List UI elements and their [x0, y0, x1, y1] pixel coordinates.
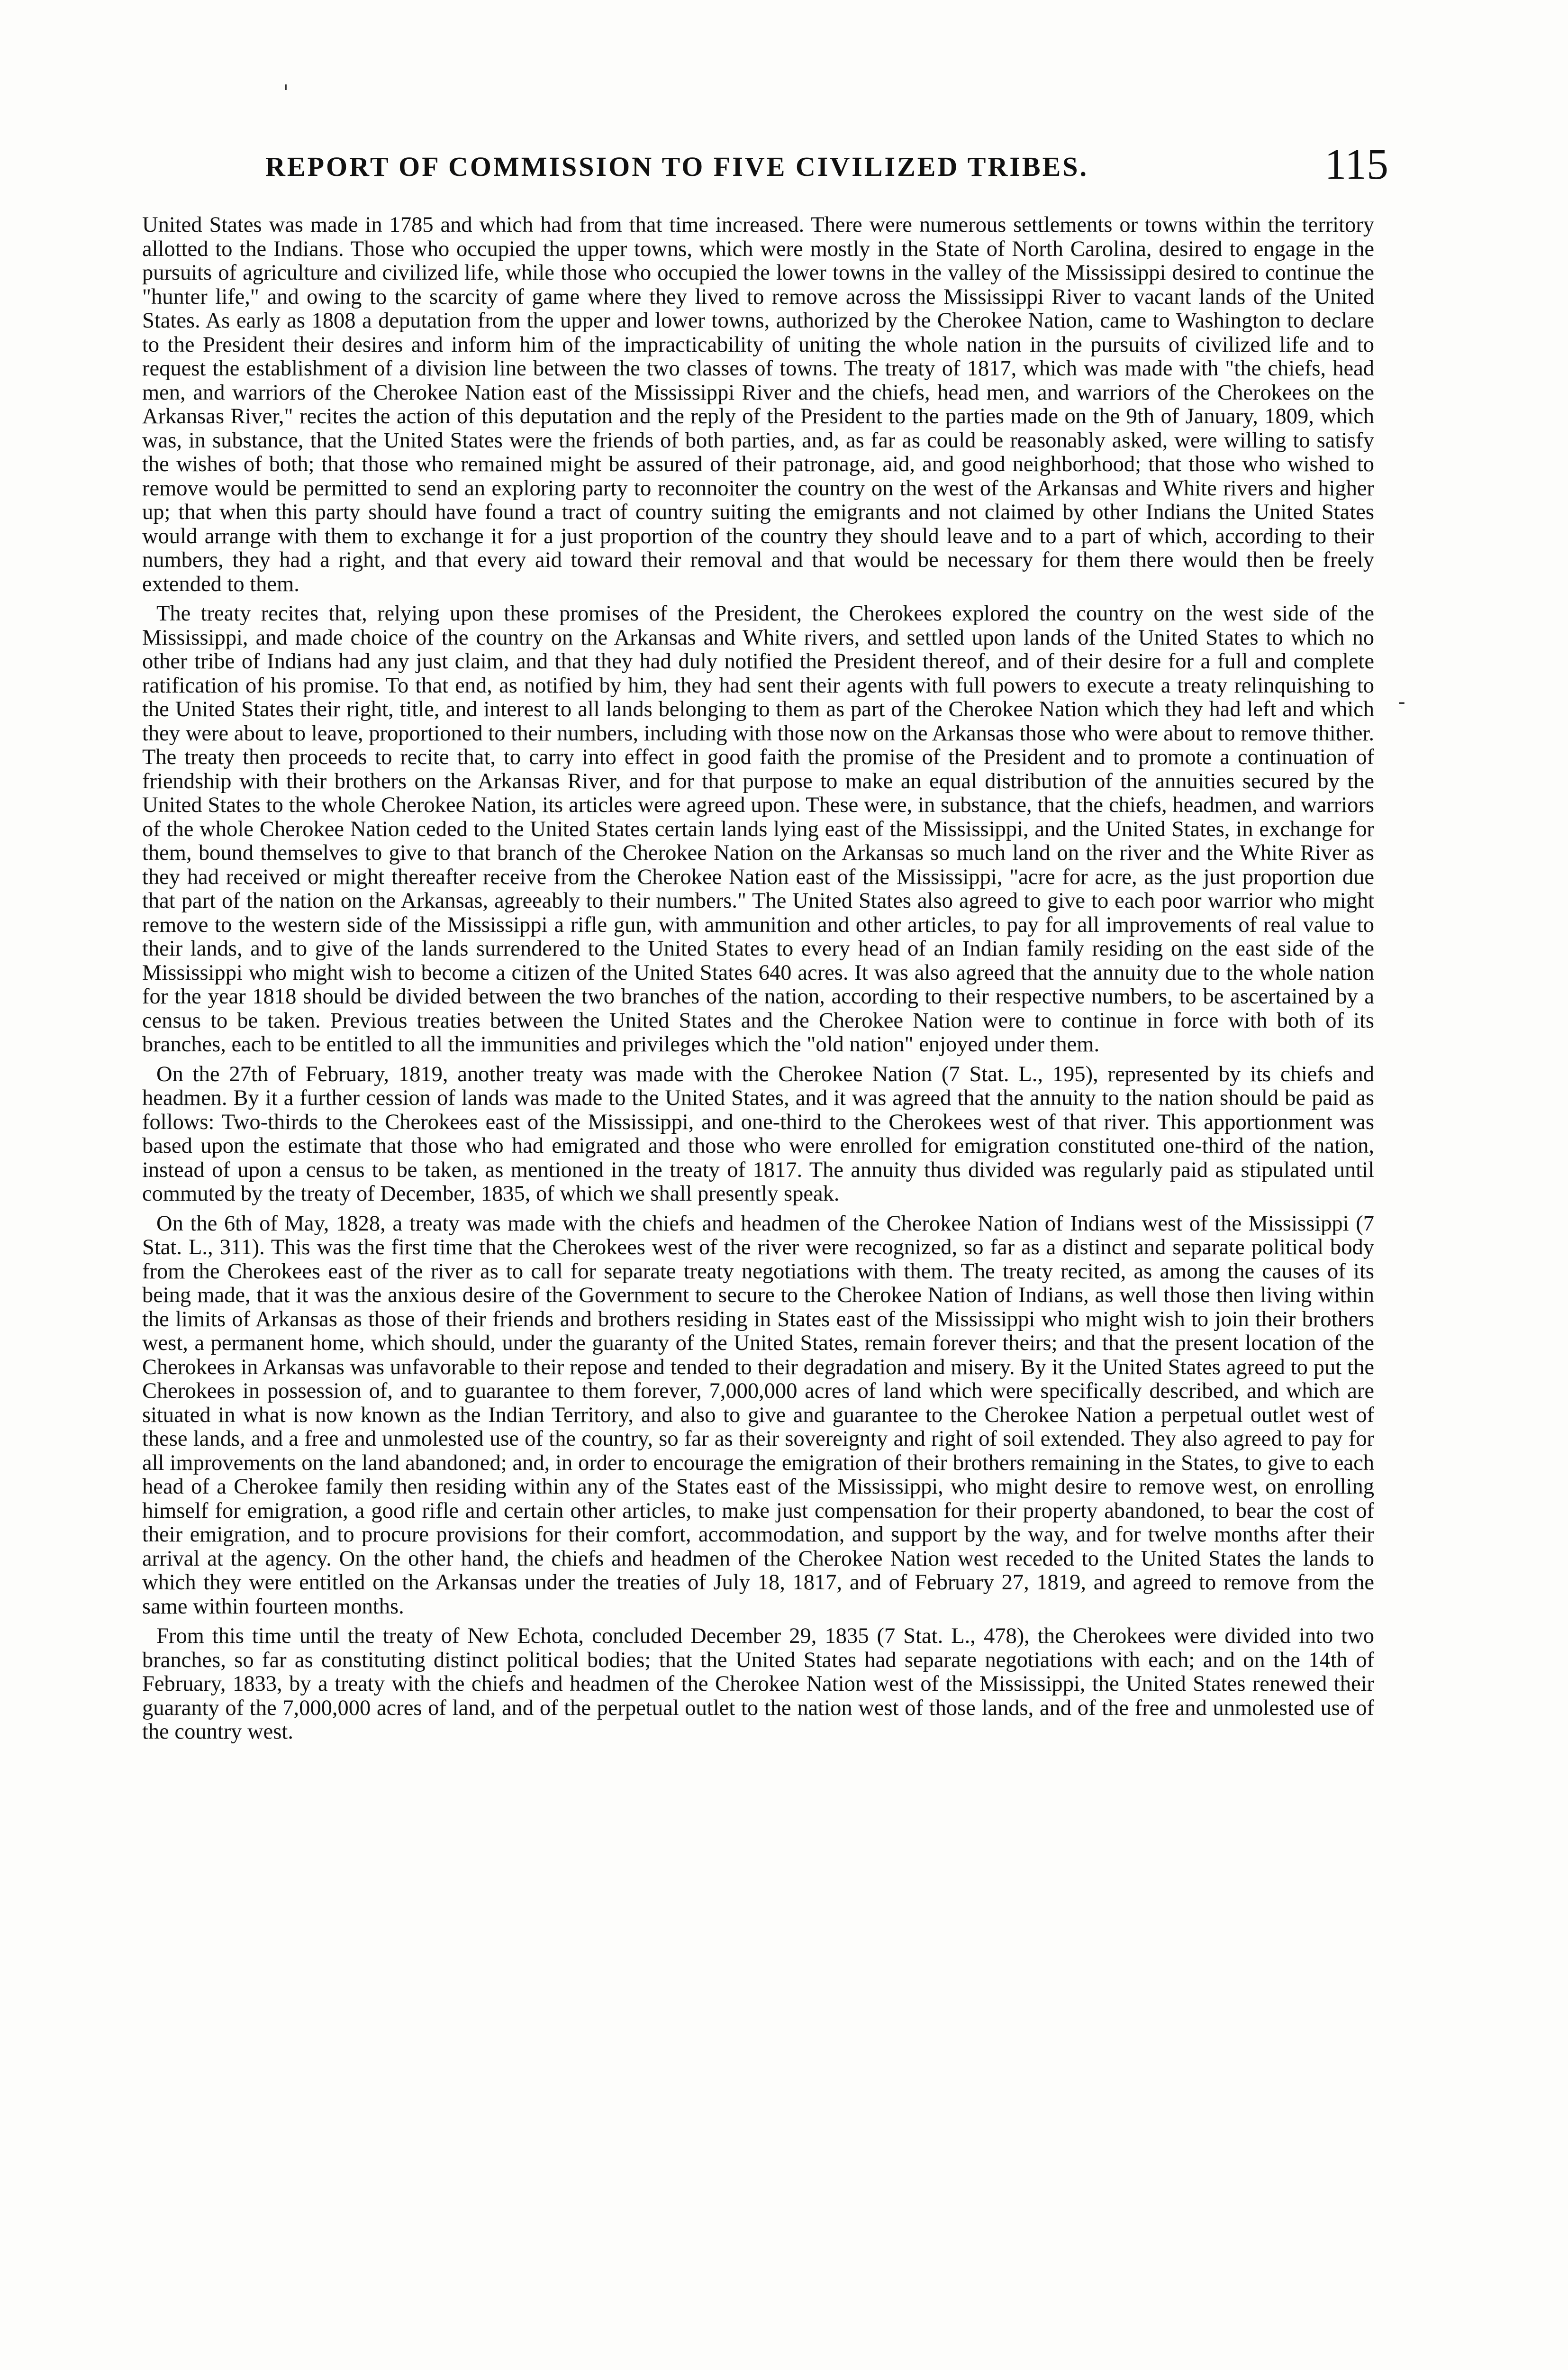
stray-mark-top: ': [283, 81, 289, 105]
running-title: REPORT OF COMMISSION TO FIVE CIVILIZED TRIBES.: [265, 151, 1089, 182]
paragraph-1: United States was made in 1785 and which had from that time increased. There were numerous settlements or towns within the territory allotted to the Indians. Those who occupied the upper towns, which were mostly in the State of North Carolina, desired to engage in the pursuits of agriculture and civilized life, while those who occupied the lower towns in the valley of the Mississippi desired to continue the "hunter life," and owing to the scarcity of game where they lived to remove across the Mississippi River to vacant lands of the United States. As early as 1808 a deputation from the upper and lower towns, authorized by the Cherokee Nation, came to Washington to declare to the President their desires and inform him of the impracticability of uniting the whole nation in the pursuits of civilized life and to request the establishment of a division line between the two classes of towns. The treaty of 1817, which was made with "the chiefs, head men, and warriors of the Cherokee Nation east of the Mississippi River and the chiefs, head men, and warriors of the Cherokees on the Arkansas River," recites the action of this deputation and the reply of the President to the parties made on the 9th of January, 1809, which was, in substance, that the United States were the friends of both parties, and, as far as could be reasonably asked, were willing to satisfy the wishes of both; that those who remained might be assured of their patronage, aid, and good neighborhood; that those who wished to remove would be permitted to send an exploring party to reconnoiter the country on the west of the Arkansas and White rivers and higher up; that when this party should have found a tract of country suiting the emigrants and not claimed by other Indians the United States would arrange with them to exchange it for a just proportion of the country they should leave and to a part of which, according to their numbers, they had a right, and that every aid toward their removal and that would be necessary for them there would then be freely extended to them.: [142, 213, 1374, 596]
body-text: [142, 213, 1374, 1744]
paragraph-2: The treaty recites that, relying upon these promises of the President, the Cherokees explored the country on the west side of the Mississippi, and made choice of the country on the Arkansas and White rivers, and settled upon lands of the United States to which no other tribe of Indians had any just claim, and that they had duly notified the President thereof, and of their desire for a full and complete ratification of his promise. To that end, as notified by him, they had sent their agents with full powers to execute a treaty relinquishing to the United States their right, title, and interest to all lands belonging to them as part of the Cherokee Nation which they had left and which they were about to leave, proportioned to their numbers, including with those now on the Arkansas those who were about to remove thither. The treaty then proceeds to recite that, to carry into effect in good faith the promise of the President and to promote a continuation of friendship with their brothers on the Arkansas River, and for that purpose to make an equal distribution of the annuities secured by the United States to the whole Cherokee Nation, its articles were agreed upon. These were, in substance, that the chiefs, headmen, and warriors of the whole Cherokee Nation ceded to the United States certain lands lying east of the Mississippi, and the United States, in exchange for them, bound themselves to give to that branch of the Cherokee Nation on the Arkansas so much land on the river and the White River as they had received or might thereafter receive from the Cherokee Nation east of the Mississippi, "acre for acre, as the just proportion due that part of the nation on the Arkansas, agreeably to their numbers." The United States also agreed to give to each poor warrior who might remove to the western side of the Mississippi a rifle gun, with ammunition and other articles, to pay for all improvements of real value to their lands, and to give of the lands surrendered to the United States to every head of an Indian family residing on the east side of the Mississippi who might wish to become a citizen of the United States 640 acres. It was also agreed that the annuity due to the whole nation for the year 1818 should be divided between the two branches of the nation, according to their respective numbers, to be ascertained by a census to be taken. Previous treaties between the United States and the Cherokee Nation were to continue in force with both of its branches, each to be entitled to all the immunities and privileges which the "old nation" enjoyed under them.: [142, 602, 1374, 1057]
paragraph-5: From this time until the treaty of New Echota, concluded December 29, 1835 (7 Stat. L., 478), the Cherokees were divided into two branches, so far as constituting distinct political bodies; that the United States had separate negotiations with each; and on the 14th of February, 1833, by a treaty with the chiefs and headmen of the Cherokee Nation west of the Mississippi, the United States renewed their guaranty of the 7,000,000 acres of land, and of the perpetual outlet to the nation west of those lands, and of the free and unmolested use of the country west.: [142, 1624, 1374, 1744]
running-header: [142, 142, 1388, 194]
stray-mark-side: -: [1398, 690, 1405, 714]
paragraph-3: On the 27th of February, 1819, another treaty was made with the Cherokee Nation (7 Stat. L., 195), represented by its chiefs and headmen. By it a further cession of lands was made to the United States, and it was agreed that the annuity to the nation should be paid as follows: Two-thirds to the Cherokees east of the Mississippi, and one-third to the Cherokees west of that river. This apportionment was based upon the estimate that those who had emigrated and those who were enrolled for emigration constituted one-third of the nation, instead of upon a census to be taken, as mentioned in the treaty of 1817. The annuity thus divided was regularly paid as stipulated until commuted by the treaty of December, 1835, of which we shall presently speak.: [142, 1062, 1374, 1206]
paragraph-4: On the 6th of May, 1828, a treaty was made with the chiefs and headmen of the Cherokee Nation of Indians west of the Mississippi (7 Stat. L., 311). This was the first time that the Cherokees west of the river were recognized, so far as a distinct and separate political body from the Cherokees east of the river as to call for separate treaty negotiations with them. The treaty recited, as among the causes of its being made, that it was the anxious desire of the Government to secure to the Cherokee Nation of Indians, as well those then living within the limits of Arkansas as those of their friends and brothers residing in States east of the Mississippi who might wish to join their brothers west, a permanent home, which should, under the guaranty of the United States, remain forever theirs; and that the present location of the Cherokees in Arkansas was unfavorable to their repose and tended to their degradation and misery. By it the United States agreed to put the Cherokees in possession of, and to guarantee to them forever, 7,000,000 acres of land which were specifically described, and which are situated in what is now known as the Indian Territory, and also to give and guarantee to the Cherokee Nation a perpetual outlet west of these lands, and a free and unmolested use of the country, so far as their sovereignty and right of soil extended. They also agreed to pay for all improvements on the land abandoned; and, in order to encourage the emigration of their brothers remaining in the States, to give to each head of a Cherokee family then residing within any of the States east of the Mississippi, who might desire to remove west, on enrolling himself for emigration, a good rifle and certain other articles, to make just compensation for their property abandoned, to bear the cost of their emigration, and to procure provisions for their comfort, accommodation, and support by the way, and for twelve months after their arrival at the agency. On the other hand, the chiefs and headmen of the Cherokee Nation west receded to the United States the lands to which they were entitled on the Arkansas under the treaties of July 18, 1817, and of February 27, 1819, and agreed to remove from the same within fourteen months.: [142, 1211, 1374, 1619]
page-number: 115: [1324, 140, 1388, 188]
